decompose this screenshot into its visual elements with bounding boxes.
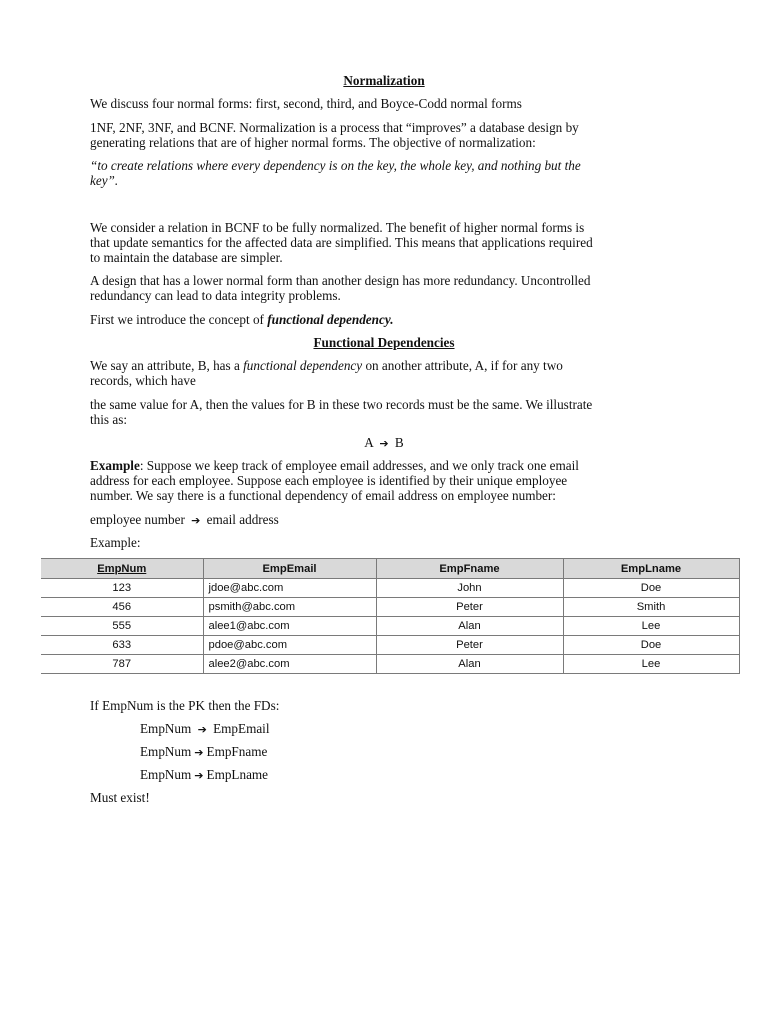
cell-empemail: alee2@abc.com	[203, 655, 376, 674]
cell-empfname: Peter	[376, 636, 563, 655]
cell-empnum: 123	[41, 579, 203, 598]
redundancy-paragraph	[90, 273, 680, 303]
fd-left: EmpNum	[140, 721, 192, 736]
fd-intro-text: First we introduce the concept of	[90, 312, 268, 327]
notation-right: B	[394, 435, 404, 450]
fd-same-line1: the same value for A, then the values for B in these two records must be the same. We illustrate	[90, 397, 593, 412]
fd-left: EmpNum	[140, 767, 192, 782]
cell-empemail: alee1@abc.com	[203, 617, 376, 636]
cell-emplname: Smith	[563, 598, 739, 617]
fd-same-value-paragraph	[90, 397, 680, 427]
cell-empnum: 456	[41, 598, 203, 617]
cell-emplname: Lee	[563, 617, 739, 636]
fd-def-suffix: on another attribute, A, if for any two	[362, 358, 563, 373]
cell-emplname: Lee	[563, 655, 739, 674]
cell-empemail: pdoe@abc.com	[203, 636, 376, 655]
cell-empemail: jdoe@abc.com	[203, 579, 376, 598]
quote-line1: “to create relations where every dependency is on the key, the whole key, and nothing but the	[90, 158, 581, 173]
page-title: Normalization	[343, 73, 425, 88]
fd-right: EmpEmail	[213, 721, 270, 736]
cell-empnum: 787	[41, 655, 203, 674]
bcnf-line1: We consider a relation in BCNF to be fully normalized. The benefit of higher normal forms is	[90, 220, 585, 235]
table-header-row	[41, 559, 739, 579]
example-paragraph	[90, 458, 680, 503]
redundancy-line2: redundancy can lead to data integrity problems.	[90, 288, 341, 303]
redundancy-line1: A design that has a lower normal form than another design has more redundancy. Uncontrolled	[90, 273, 591, 288]
cell-empfname: Peter	[376, 598, 563, 617]
employee-fd-line	[90, 512, 680, 528]
arrow-icon: ➔	[194, 746, 204, 759]
fd-right: EmpLname	[206, 767, 269, 782]
fd-def-prefix: We say an attribute, B, has a	[90, 358, 244, 373]
fd-right: EmpFname	[206, 744, 268, 759]
example-line1: : Suppose we keep track of employee email addresses, and we only track one email	[139, 458, 579, 473]
table-row	[41, 598, 739, 617]
intro-p2-line1: 1NF, 2NF, 3NF, and BCNF. Normalization is a process that “improves” a database design by	[90, 120, 579, 135]
example-line3: number. We say there is a functional dependency of email address on employee number:	[90, 488, 556, 503]
example-label: Example	[90, 458, 140, 473]
cell-empnum: 633	[41, 636, 203, 655]
table-row	[41, 636, 739, 655]
fd-right: email address	[206, 512, 279, 527]
column-header-empemail: EmpEmail	[203, 559, 376, 579]
arrow-icon: ➔	[379, 437, 389, 450]
pk-fd-intro: If EmpNum is the PK then the FDs:	[90, 698, 280, 713]
fd-intro-paragraph	[90, 312, 680, 327]
bcnf-line3: to maintain the database are simpler.	[90, 250, 283, 265]
cell-empfname: John	[376, 579, 563, 598]
fd-section-heading: Functional Dependencies	[313, 335, 455, 350]
cell-empnum: 555	[41, 617, 203, 636]
bcnf-paragraph	[90, 220, 680, 265]
column-header-empnum: EmpNum	[41, 559, 203, 579]
column-header-emplname: EmpLname	[563, 559, 739, 579]
arrow-icon: ➔	[191, 514, 201, 527]
fd-intro-emphasis: functional dependency.	[267, 312, 394, 327]
fd-line-email	[140, 721, 270, 737]
cell-empemail: psmith@abc.com	[203, 598, 376, 617]
closing-text: Must exist!	[90, 790, 150, 805]
intro-paragraph-2	[90, 120, 680, 150]
normalization-quote	[90, 158, 680, 188]
fd-notation	[0, 435, 768, 451]
employee-table	[41, 558, 740, 674]
fd-definition-paragraph	[90, 358, 680, 388]
example-label-2: Example:	[90, 535, 141, 550]
arrow-icon: ➔	[197, 723, 207, 736]
table-row	[41, 655, 739, 674]
arrow-icon: ➔	[194, 769, 204, 782]
column-header-empfname: EmpFname	[376, 559, 563, 579]
bcnf-line2: that update semantics for the affected data are simplified. This means that applications required	[90, 235, 593, 250]
fd-same-line2: this as:	[90, 412, 127, 427]
cell-emplname: Doe	[563, 579, 739, 598]
quote-line2: key”.	[90, 173, 119, 188]
fd-def-line2: records, which have	[90, 373, 196, 388]
cell-empfname: Alan	[376, 655, 563, 674]
notation-left: A	[364, 435, 374, 450]
fd-left: EmpNum	[140, 744, 192, 759]
cell-empfname: Alan	[376, 617, 563, 636]
fd-left: employee number	[90, 512, 185, 527]
cell-emplname: Doe	[563, 636, 739, 655]
table-row	[41, 579, 739, 598]
fd-line-fname	[140, 744, 267, 760]
example-line2: address for each employee. Suppose each employee is identified by their unique employee	[90, 473, 568, 488]
intro-paragraph-1: We discuss four normal forms: first, second, third, and Boyce-Codd normal forms	[90, 96, 522, 111]
fd-line-lname	[140, 767, 268, 783]
fd-def-emphasis: functional dependency	[243, 358, 363, 373]
intro-p2-line2: generating relations that are of higher normal forms. The objective of normalization:	[90, 135, 536, 150]
table-row	[41, 617, 739, 636]
